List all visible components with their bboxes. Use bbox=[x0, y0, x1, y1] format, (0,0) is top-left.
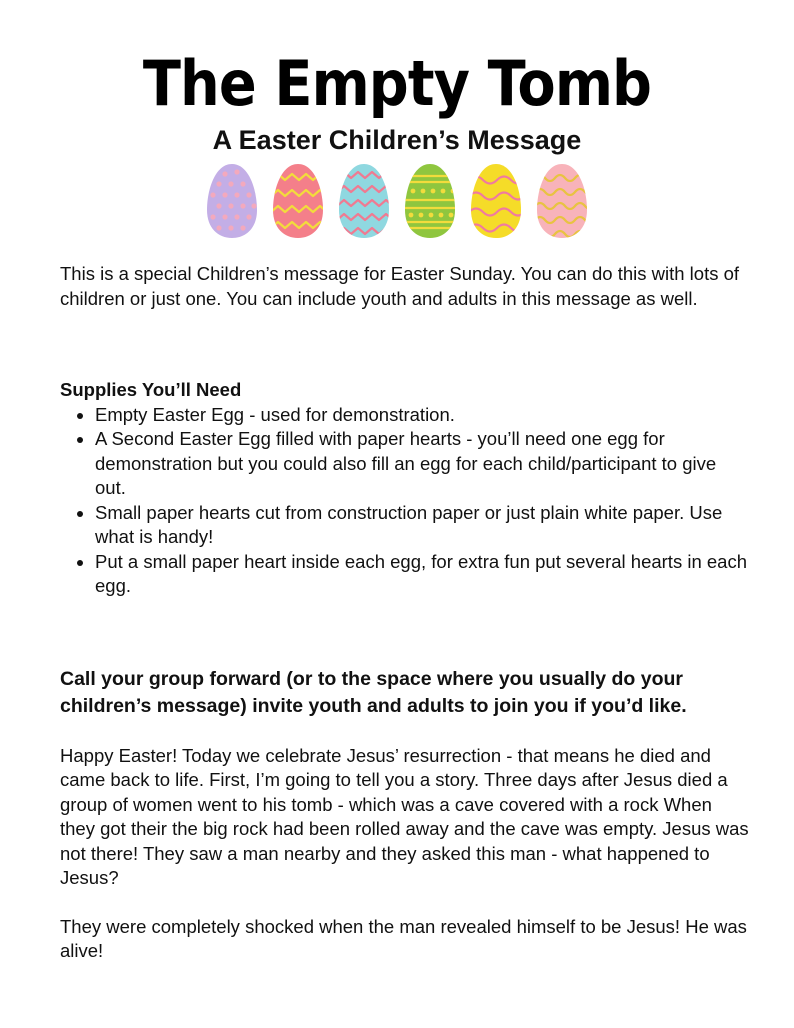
supplies-list-item: • Put a small paper heart inside each egg, for extra fun put several hearts in each egg. bbox=[95, 550, 750, 599]
green-striped-egg-icon bbox=[403, 162, 457, 240]
story-paragraph: Happy Easter! Today we celebrate Jesus’ resurrection - that means he died and came back to life. First, I’m going to tell you a story. Three days after Jesus died a group of women went to his tomb - which was a cave covered with a rock When they got their the big rock had been rolled away and the cave was empty. Jesus was not there! They saw a man nearby and they asked this man - what happened to Jesus? bbox=[60, 744, 749, 888]
supplies-list-item: • A Second Easter Egg filled with paper hearts - you’ll need one egg for demonstration but you could also fill an egg for each child/participant to give out. bbox=[95, 427, 750, 501]
pink-wavy-egg-icon bbox=[535, 162, 589, 240]
aqua-zigzag-egg-icon bbox=[337, 162, 391, 240]
coral-zigzag-egg-icon bbox=[271, 162, 325, 240]
intro-paragraph: This is a special Children’s message for Easter Sunday. You can do this with lots of children or just one. You can include youth and adults in this message as well. bbox=[60, 263, 740, 309]
easter-eggs-banner bbox=[0, 162, 794, 242]
message-body bbox=[60, 262, 750, 988]
yellow-wavy-egg-icon bbox=[469, 162, 523, 240]
story-paragraph: They were completely shocked when the man revealed himself to be Jesus! He was alive! bbox=[60, 915, 747, 961]
call-forward-instruction: Call your group forward (or to the space where you usually do your children’s message) invite youth and adults to join you if you’d like. bbox=[60, 667, 687, 717]
page-subtitle: A Easter Children’s Message bbox=[212, 125, 582, 155]
supplies-heading: Supplies You’ll Need bbox=[60, 379, 242, 400]
purple-polka-dot-egg-icon bbox=[205, 162, 259, 240]
supplies-list-item: • Empty Easter Egg - used for demonstration. bbox=[95, 403, 750, 428]
supplies-list bbox=[60, 403, 750, 599]
supplies-list-item: • Small paper hearts cut from construction paper or just plain white paper. Use what is handy! bbox=[95, 501, 750, 550]
page-title: The Empty Tomb bbox=[142, 47, 652, 120]
